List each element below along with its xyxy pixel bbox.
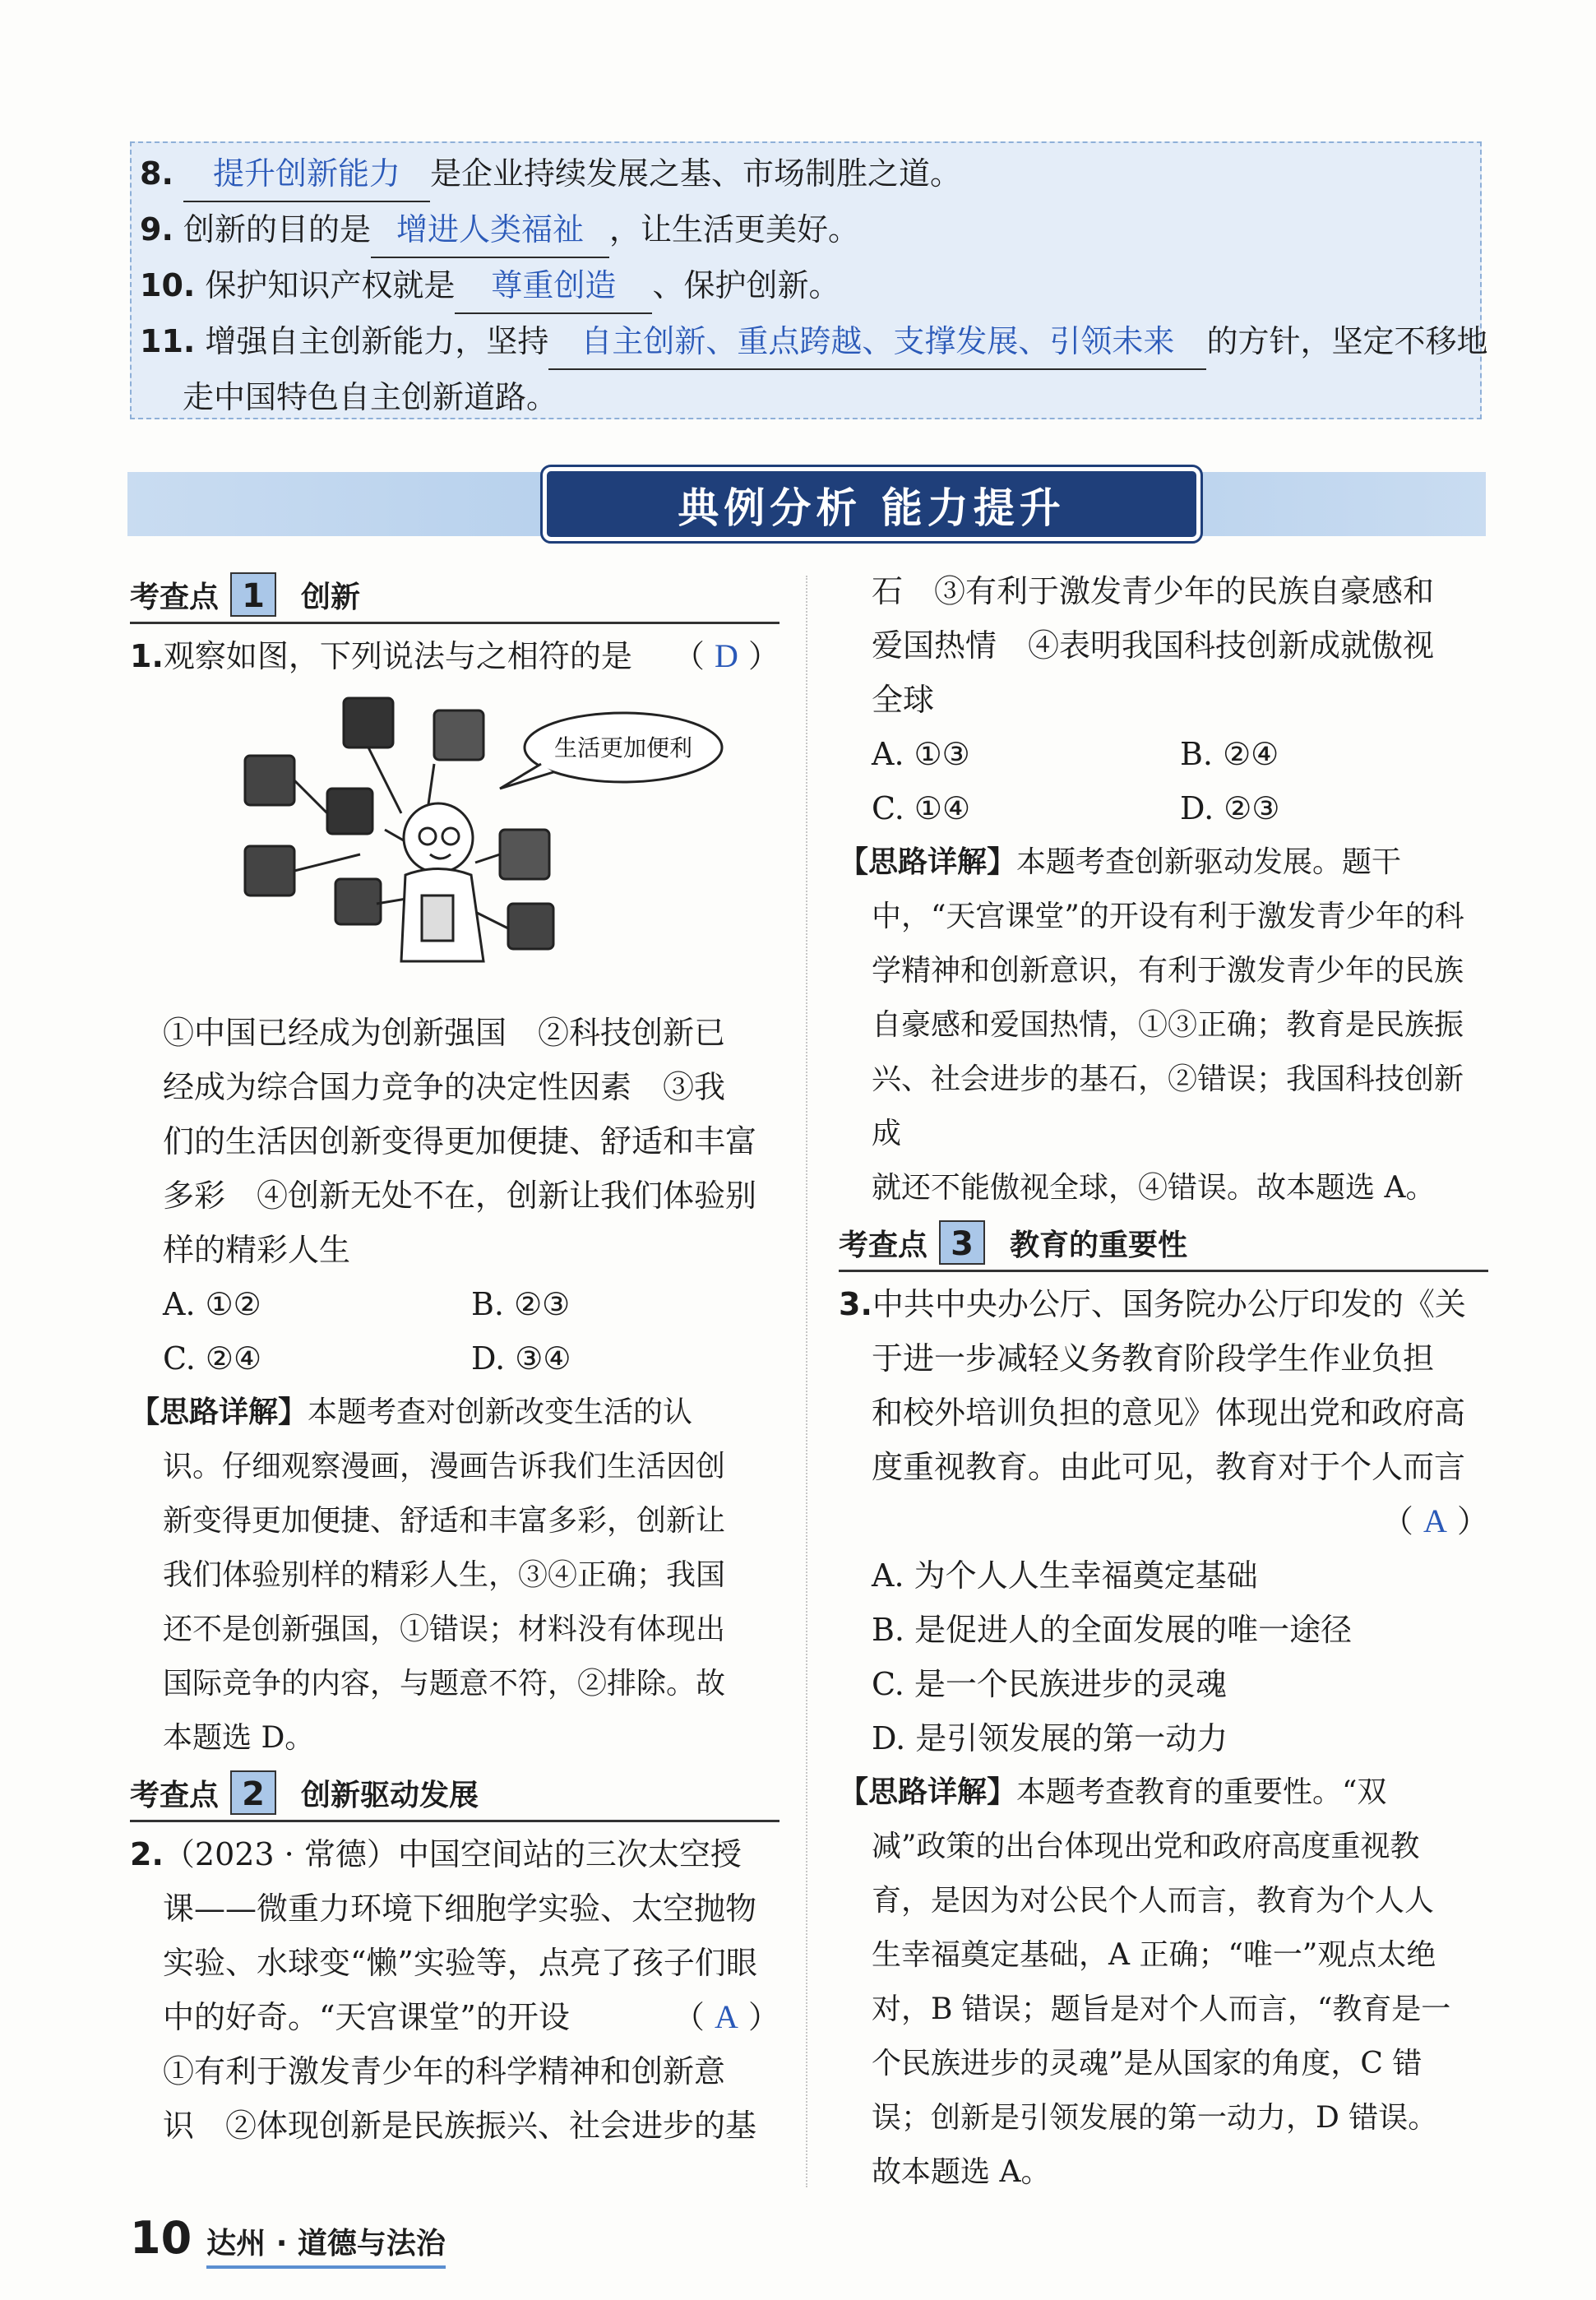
fill-blank: 尊重创造 <box>455 258 652 314</box>
question-3-options: A. 为个人人生幸福奠定基础 B. 是促进人的全面发展的唯一途径 C. 是一个民族进步的灵魂 D. 是引领发展的第一动力 <box>872 1557 1353 1756</box>
shopping-bag-icon <box>335 879 381 924</box>
answer-bracket: （ A ） <box>1381 1502 1488 1539</box>
review-line-9: 9. 创新的目的是 增进人类福祉 ，让生活更美好。 <box>140 202 1472 258</box>
page-number: 10 <box>130 2212 192 2264</box>
question-1-options: C. ②④ D. ③④ <box>163 1340 571 1377</box>
medical-cross-icon <box>327 789 372 834</box>
question-3-explanation: 【思路详解】本题考查教育的重要性。“双 减”政策的出台体现出党和政府高度重视教 育，是因为对公民个人而言，教育为个人人 生幸福奠定基础，A 正确；“唯一”观点太绝 对，B 错误；题旨是对个人而言，“教育是一 个民族进步的灵魂”是从国家的角度，C 错 误；创新是引领发展的第一动力，D 错误。 故本题选 A。 <box>839 1775 1451 2189</box>
car-icon <box>434 710 483 760</box>
left-column <box>130 567 779 2153</box>
section-heading-3: 考查点 3 教育的重要性 <box>839 1215 1488 1272</box>
review-line-8: 8. 提升创新能力 是企业持续发展之基、市场制胜之道。 <box>140 146 1472 202</box>
question-2-explanation: 【思路详解】本题考查创新驱动发展。题干 中，“天宫课堂”的开设有利于激发青少年的科 学精神和创新意识，有利于激发青少年的民族 自豪感和爱国热情，①③正确；教育是民族振 兴、社会进步的基石，②错误；我国科技创新成 就还不能傲视全球，④错误。故本题选 A。 <box>839 845 1464 1205</box>
handshake-icon <box>245 846 294 895</box>
answer-bracket: （ D ） <box>673 637 779 674</box>
book-title: 达州 · 道德与法治 <box>206 2220 446 2269</box>
page-footer <box>130 2212 446 2269</box>
question-2-options: C. ①④ D. ②③ <box>872 790 1280 826</box>
answer-bracket: （ A ） <box>673 1998 779 2035</box>
banner-title: 典例分析 能力提升 <box>543 467 1200 541</box>
question-2-stem: 2.（2023 · 常德）中国空间站的三次太空授 课——微重力环境下细胞学实验、太空抛物 实验、水球变“懒”实验等，点亮了孩子们眼 中的好奇。“天宫课堂”的开设 （ A ） ①有利于激发青少年的科学精神和创新意 识 ②体现创新是民族振兴、社会进步的基 <box>130 1836 779 2144</box>
question-1-statements: ①中国已经成为创新强国 ②科技创新已 经成为综合国力竞争的决定性因素 ③我 们的生活因创新变得更加便捷、舒适和丰富 多彩 ④创新无处不在，创新让我们体验别 样的精彩人生 <box>163 1015 757 1268</box>
section-banner <box>127 472 1486 536</box>
review-line-11: 11. 增强自主创新能力，坚持 自主创新、重点跨越、支撑发展、引领未来 的方针，坚定不移地 <box>140 314 1472 370</box>
section-number: 2 <box>230 1770 276 1815</box>
question-2-options: A. ①③ B. ②④ <box>872 736 1279 772</box>
fill-blank: 提升创新能力 <box>183 146 430 202</box>
right-column <box>839 564 1488 2200</box>
review-line-10: 10. 保护知识产权就是 尊重创造 、保护创新。 <box>140 258 1472 314</box>
book-icon <box>508 904 553 949</box>
utensils-icon <box>344 698 393 747</box>
cartoon-illustration <box>237 690 730 994</box>
question-3-stem: 3.中共中央办公厅、国务院办公厅印发的《关 于进一步减轻义务教育阶段学生作业负担 和校外培训负担的意见》体现出党和政府高 度重视教育。由此可见，教育对于个人而言 （ A ） <box>839 1286 1488 1539</box>
coffee-icon <box>245 756 294 805</box>
section-heading-2: 考查点 2 创新驱动发展 <box>130 1765 779 1822</box>
review-line-11-cont: 走中国特色自主创新道路。 <box>183 379 558 415</box>
section-number: 3 <box>939 1220 985 1265</box>
fill-blank: 增进人类福祉 <box>371 202 609 258</box>
question-2-statements-cont: 石 ③有利于激发青少年的民族自豪感和 爱国热情 ④表明我国科技创新成就傲视 全球 <box>872 573 1435 718</box>
column-divider <box>806 576 807 2187</box>
question-1-options: A. ①② B. ②③ <box>163 1286 571 1322</box>
speech-bubble-text: 生活更加便利 <box>553 734 693 761</box>
question-1-stem: 1.观察如图，下列说法与之相符的是 （ D ） <box>130 629 779 683</box>
review-box <box>130 141 1488 419</box>
fill-blank: 自主创新、重点跨越、支撑发展、引领未来 <box>548 314 1206 370</box>
question-1-explanation: 【思路详解】本题考查对创新改变生活的认 识。仔细观察漫画，漫画告诉我们生活因创 新变得更加便捷、舒适和丰富多彩，创新让 我们体验别样的精彩人生，③④正确；我国 还不是创新强国，①错误；材料没有体现出 国际竞争的内容，与题意不符，②排除。故 本题选 D。 <box>130 1395 726 1755</box>
section-heading-1: 考查点 1 创新 <box>130 567 779 624</box>
beach-icon <box>500 830 549 879</box>
section-number: 1 <box>230 572 276 617</box>
